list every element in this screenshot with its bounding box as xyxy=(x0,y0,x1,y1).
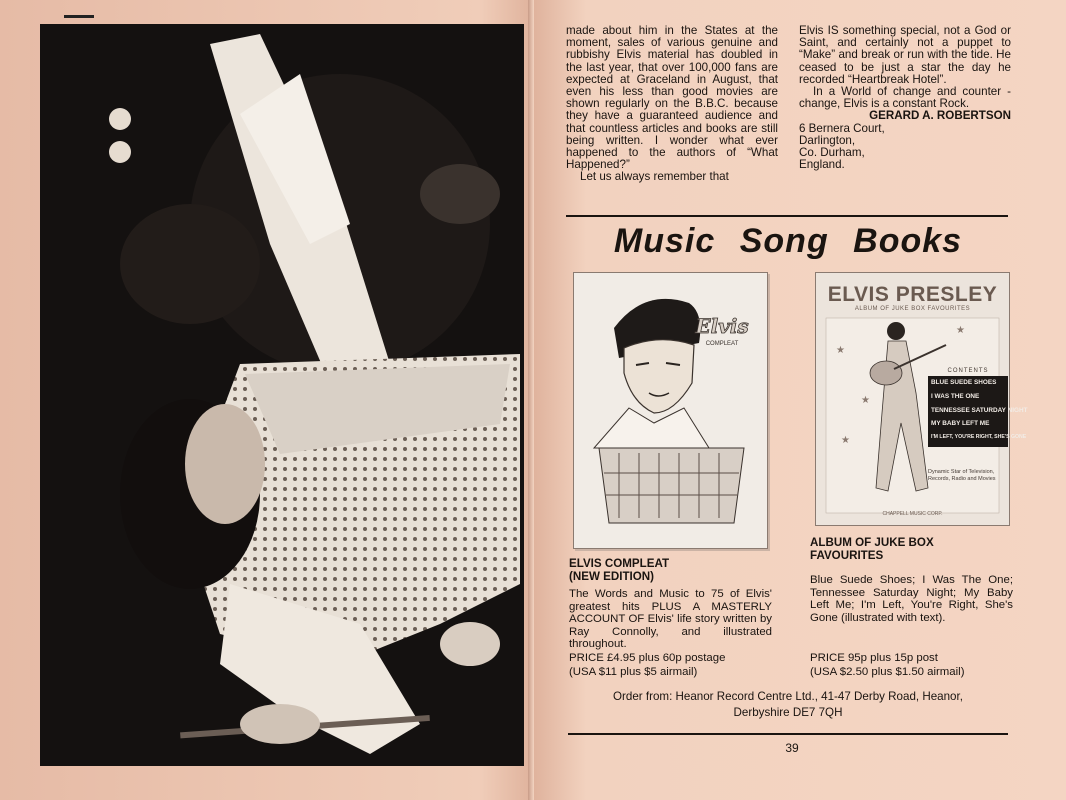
book-title-line: (NEW EDITION) xyxy=(569,570,655,584)
price-line: PRICE 95p plus 15p post xyxy=(810,652,938,664)
cover-tagline: Dynamic Star of Television, Records, Radio and Movies xyxy=(928,469,996,482)
address-line: 6 Bernera Court, xyxy=(799,121,885,135)
svg-text:★: ★ xyxy=(956,325,965,336)
cover-subtitle: ALBUM OF JUKE BOX FAVOURITES xyxy=(854,306,971,312)
book-description: The Words and Music to 75 of Elvis' greatest hits PLUS A MASTERLY ACCOUNT OF Elvis' life story written by Ray Connolly, and illustrated throughout. xyxy=(569,588,772,651)
price-line: (USA $11 plus $5 airmail) xyxy=(569,665,698,678)
cover-logo: Elvis xyxy=(695,314,749,338)
contents-list xyxy=(928,376,1028,447)
section-divider xyxy=(568,733,1008,735)
order-address xyxy=(566,689,1010,721)
author-name: GERARD A. ROBERTSON xyxy=(869,109,1011,123)
book-cover-juke-box-favourites xyxy=(815,272,1028,526)
contents-item: I'M LEFT, YOU'RE RIGHT, SHE'S GONE xyxy=(931,434,1027,441)
contents-item: BLUE SUEDE SHOES xyxy=(931,379,997,386)
contents-item: TENNESSEE SATURDAY NIGHT xyxy=(931,406,1028,414)
price-line: PRICE £4.95 plus 60p postage xyxy=(569,652,726,664)
ad-title: Music Song Books xyxy=(613,222,963,260)
article-paragraph: In a World of change and counter - change, Elvis is a constant Rock. xyxy=(799,85,1011,111)
price-line: (USA $2.50 plus $1.50 airmail) xyxy=(810,665,965,678)
svg-text:★: ★ xyxy=(861,395,870,406)
contents-label: CONTENTS xyxy=(947,368,989,374)
cover-logo-sub: COMPLEAT xyxy=(705,341,739,347)
svg-text:★: ★ xyxy=(836,345,845,356)
cover-illustration xyxy=(574,273,767,548)
book-description: Blue Suede Shoes; I Was The One; Tennessee Saturday Night; My Baby Left Me; I'm Left, You're Right, She's Gone (illustrated with text). xyxy=(810,574,1013,624)
book-price xyxy=(569,652,779,679)
book-title-line: FAVOURITES xyxy=(810,549,884,563)
address-line: Darlington, xyxy=(799,133,856,147)
address-line: Co. Durham, xyxy=(799,146,865,160)
book-title-line: ALBUM OF JUKE BOX xyxy=(810,536,934,549)
concert-photo xyxy=(40,24,524,766)
book-price xyxy=(810,652,1020,679)
page-gutter xyxy=(528,0,534,800)
svg-text:★: ★ xyxy=(841,435,850,446)
cover-title: ELVIS PRESLEY xyxy=(827,283,998,306)
book-title-juke-box xyxy=(810,536,1010,563)
section-divider xyxy=(566,215,1008,217)
article-paragraph: Elvis IS something special, not a God or Saint, and certainly not a puppet to “Make” and break or run with the tide. He ceased to be just a star the day he recorded “Heartbreak Hotel”. xyxy=(799,24,1011,86)
contents-item: MY BABY LEFT ME xyxy=(931,420,990,428)
book-cover-elvis-compleat xyxy=(573,272,768,549)
order-line: Order from: Heanor Record Centre Ltd., 41-47 Derby Road, Heanor, xyxy=(613,690,963,703)
article-column-2 xyxy=(799,25,1011,171)
book-title-elvis-compleat xyxy=(569,557,769,584)
contents-item: I WAS THE ONE xyxy=(931,392,980,400)
cover-publisher: CHAPPELL MUSIC CORP. xyxy=(882,511,943,517)
concert-photo-illustration xyxy=(40,24,524,766)
article-column-1 xyxy=(566,25,778,184)
article-paragraph: Let us always remember that xyxy=(580,170,729,184)
corner-mark xyxy=(64,15,94,18)
address-line: England. xyxy=(799,158,845,172)
book-title-line: ELVIS COMPLEAT xyxy=(569,557,670,570)
page-number: 39 xyxy=(785,741,799,755)
article-paragraph: made about him in the States at the moment, sales of various genuine and rubbishy Elvis material has doubled in the last year, that over 100,000 fans are expected at Graceland in August, that even his less than good movies are shown regularly on the B.B.C. because they have a guaranteed audience and that countless articles and books are still being written. I wonder what ever happened to the authors of “What Happened?” xyxy=(566,24,778,172)
order-line: Derbyshire DE7 7QH xyxy=(733,706,843,719)
